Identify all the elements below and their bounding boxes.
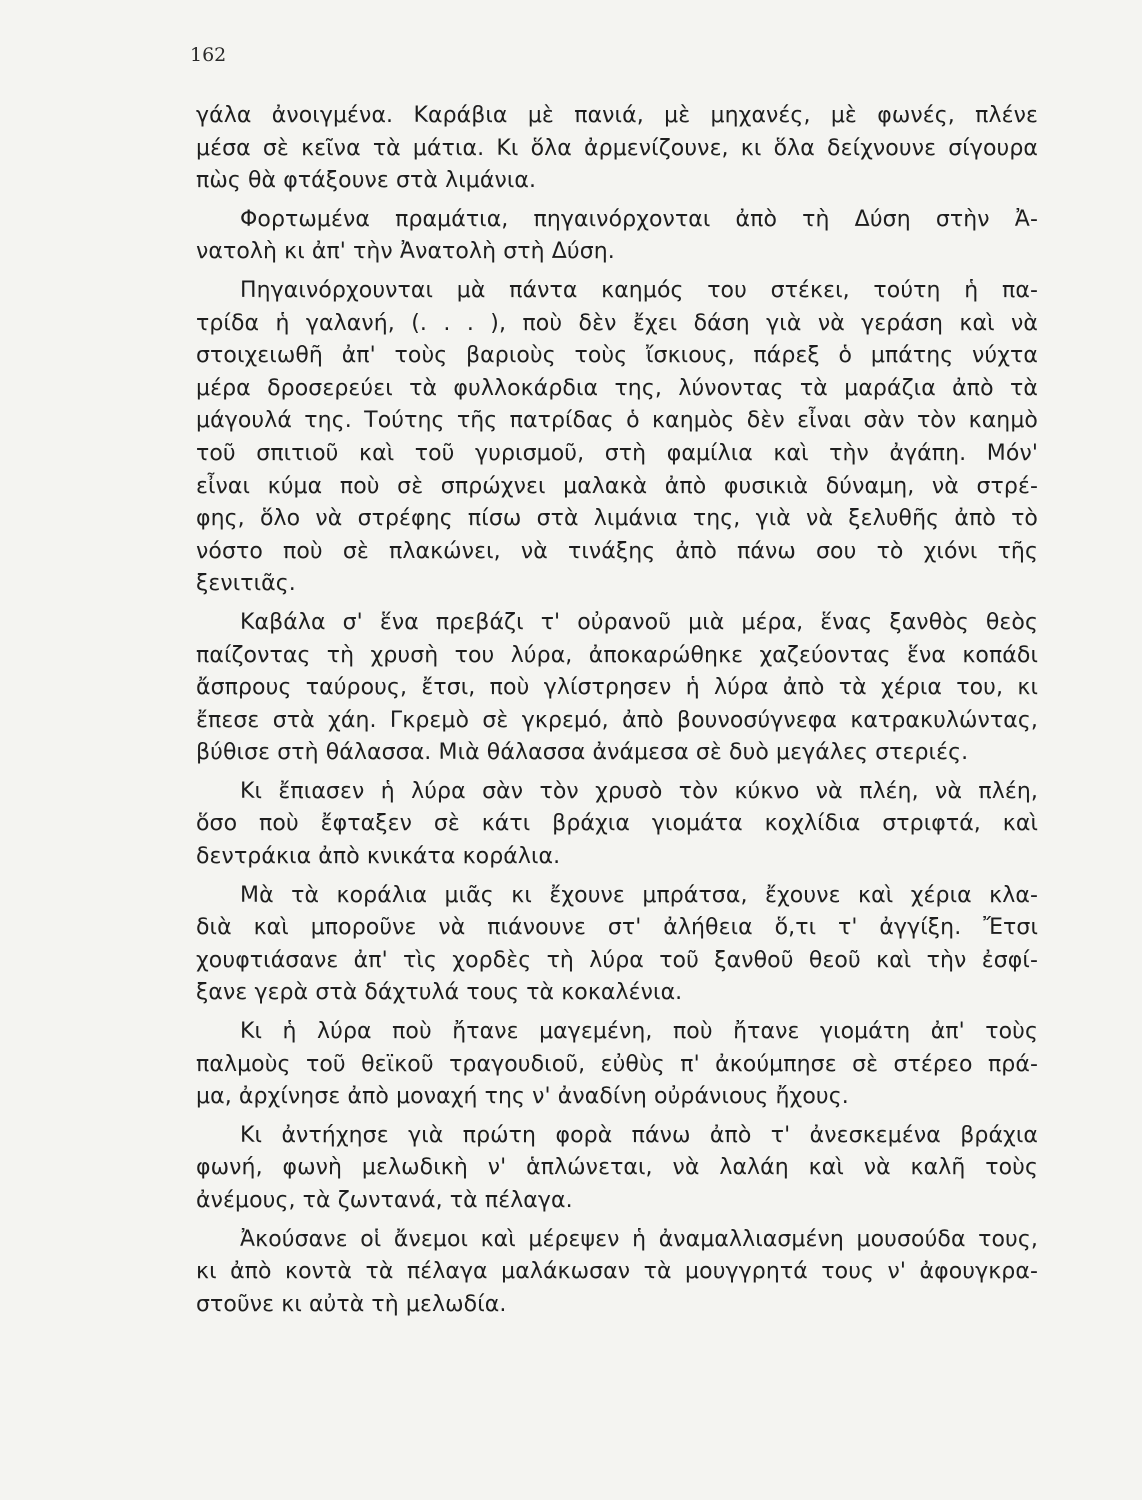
text-line: διὰ καὶ μποροῦνε νὰ πιάνουνε στ' ἀλήθεια ὅ,τι τ' ἀγγίξη. Ἔτσι: [196, 915, 1038, 941]
text-line: στοῦνε κι αὐτὰ τὴ μελωδία.: [196, 1291, 507, 1317]
text-line: φωνή, φωνὴ μελωδικὴ ν' ἁπλώνεται, νὰ λαλάη καὶ νὰ καλῆ τοὺς: [196, 1155, 1038, 1181]
text-line: ἀνέμους, τὰ ζωντανά, τὰ πέλαγα.: [196, 1188, 573, 1213]
page-number: 162: [190, 44, 227, 66]
text-line: ἔπεσε στὰ χάη. Γκρεμὸ σὲ γκρεμό, ἀπὸ βουνοσύγνεφα κατρακυλώντας,: [196, 707, 1038, 733]
text-line: βύθισε στὴ θάλασσα. Μιὰ θάλασσα ἀνάμεσα σὲ δυὸ μεγάλες στεριές.: [196, 740, 969, 766]
text-line: νατολὴ κι ἀπ' τὴν Ἀνατολὴ στὴ Δύση.: [196, 239, 615, 265]
text-line: παλμοὺς τοῦ θεϊκοῦ τραγουδιοῦ, εὐθὺς π' ἀκούμπησε σὲ στέρεο πρά-: [196, 1051, 1038, 1077]
text-line: Κι ἔπιασεν ἡ λύρα σὰν τὸν χρυσὸ τὸν κύκνο νὰ πλέη, νὰ πλέη,: [240, 778, 1038, 804]
text-line: ὅσο ποὺ ἔφταξεν σὲ κάτι βράχια γιομάτα κοχλίδια στριφτά, καὶ: [196, 811, 1038, 837]
text-line: μα, ἀρχίνησε ἀπὸ μοναχή της ν' ἀναδίνη οὐράνιους ἤχους.: [196, 1084, 849, 1110]
text-line: νόστο ποὺ σὲ πλακώνει, νὰ τινάξης ἀπὸ πάνω σου τὸ χιόνι τῆς: [196, 538, 1038, 564]
text-line: μέσα σὲ κεῖνα τὰ μάτια. Κι ὅλα ἀρμενίζουνε, κι ὅλα δείχνουνε σίγουρα: [196, 135, 1038, 161]
text-line: πὼς θὰ φτάξουνε στὰ λιμάνια.: [196, 168, 537, 194]
text-line: δεντράκια ἀπὸ κνικάτα κοράλια.: [196, 844, 561, 870]
text-line: Καβάλα σ' ἕνα πρεβάζι τ' οὐρανοῦ μιὰ μέρα, ἕνας ξανθὸς θεὸς: [240, 609, 1038, 635]
text-line: μέρα δροσερεύει τὰ φυλλοκάρδια της, λύνοντας τὰ μαράζια ἀπὸ τὰ: [196, 375, 1038, 401]
text-line: ξανε γερὰ στὰ δάχτυλά τους τὰ κοκαλένια.: [196, 980, 683, 1006]
text-line: Φορτωμένα πραμάτια, πηγαινόρχονται ἀπὸ τὴ Δύση στὴν Ἀ-: [240, 206, 1038, 232]
text-line: Ἀκούσανε οἱ ἄνεμοι καὶ μέρεψεν ἡ ἀναμαλλιασμένη μουσούδα τους,: [240, 1226, 1038, 1252]
text-line: φης, ὅλο νὰ στρέφης πίσω στὰ λιμάνια της, γιὰ νὰ ξελυθῆς ἀπὸ τὸ: [196, 506, 1038, 532]
text-line: Κι ἀντήχησε γιὰ πρώτη φορὰ πάνω ἀπὸ τ' ἀνεσκεμένα βράχια: [240, 1122, 1038, 1148]
text-line: γάλα ἀνοιγμένα. Καράβια μὲ πανιά, μὲ μηχανές, μὲ φωνές, πλένε: [196, 103, 1038, 128]
text-line: ἄσπρους ταύρους, ἔτσι, ποὺ γλίστρησεν ἡ λύρα ἀπὸ τὰ χέρια του, κι: [196, 675, 1038, 701]
text-line: τοῦ σπιτιοῦ καὶ τοῦ γυρισμοῦ, στὴ φαμίλια καὶ τὴν ἀγάπη. Μόν': [196, 440, 1038, 466]
text-line: Πηγαινόρχουνται μὰ πάντα καημός του στέκει, τούτη ἡ πα-: [240, 277, 1038, 303]
body-text: [196, 100, 1038, 1321]
text-line: χουφτιάσανε ἀπ' τὶς χορδὲς τὴ λύρα τοῦ ξανθοῦ θεοῦ καὶ τὴν ἐσφί-: [196, 947, 1038, 973]
text-line: Μὰ τὰ κοράλια μιᾶς κι ἔχουνε μπράτσα, ἔχουνε καὶ χέρια κλα-: [240, 882, 1038, 908]
text-line: παίζοντας τὴ χρυσὴ του λύρα, ἀποκαρώθηκε χαζεύοντας ἕνα κοπάδι: [196, 642, 1038, 668]
text-line: Κι ἡ λύρα ποὺ ἤτανε μαγεμένη, ποὺ ἤτανε γιομάτη ἀπ' τοὺς: [240, 1019, 1038, 1045]
text-line: κι ἀπὸ κοντὰ τὰ πέλαγα μαλάκωσαν τὰ μουγγρητά τους ν' ἀφουγκρα-: [196, 1259, 1038, 1285]
text-line: ξενιτιᾶς.: [196, 571, 296, 597]
text-line: εἶναι κύμα ποὺ σὲ σπρώχνει μαλακὰ ἀπὸ φυσικιὰ δύναμη, νὰ στρέ-: [196, 473, 1038, 499]
text-line: μάγουλά της. Τούτης τῆς πατρίδας ὁ καημὸς δὲν εἶναι σὰν τὸν καημὸ: [196, 408, 1038, 434]
text-line: τρίδα ἡ γαλανή, (. . . ), ποὺ δὲν ἔχει δάση γιὰ νὰ γεράση καὶ νὰ: [196, 310, 1038, 336]
text-line: στοιχειωθῆ ἀπ' τοὺς βαριοὺς τοὺς ἴσκιους, πάρεξ ὁ μπάτης νύχτα: [196, 343, 1038, 369]
